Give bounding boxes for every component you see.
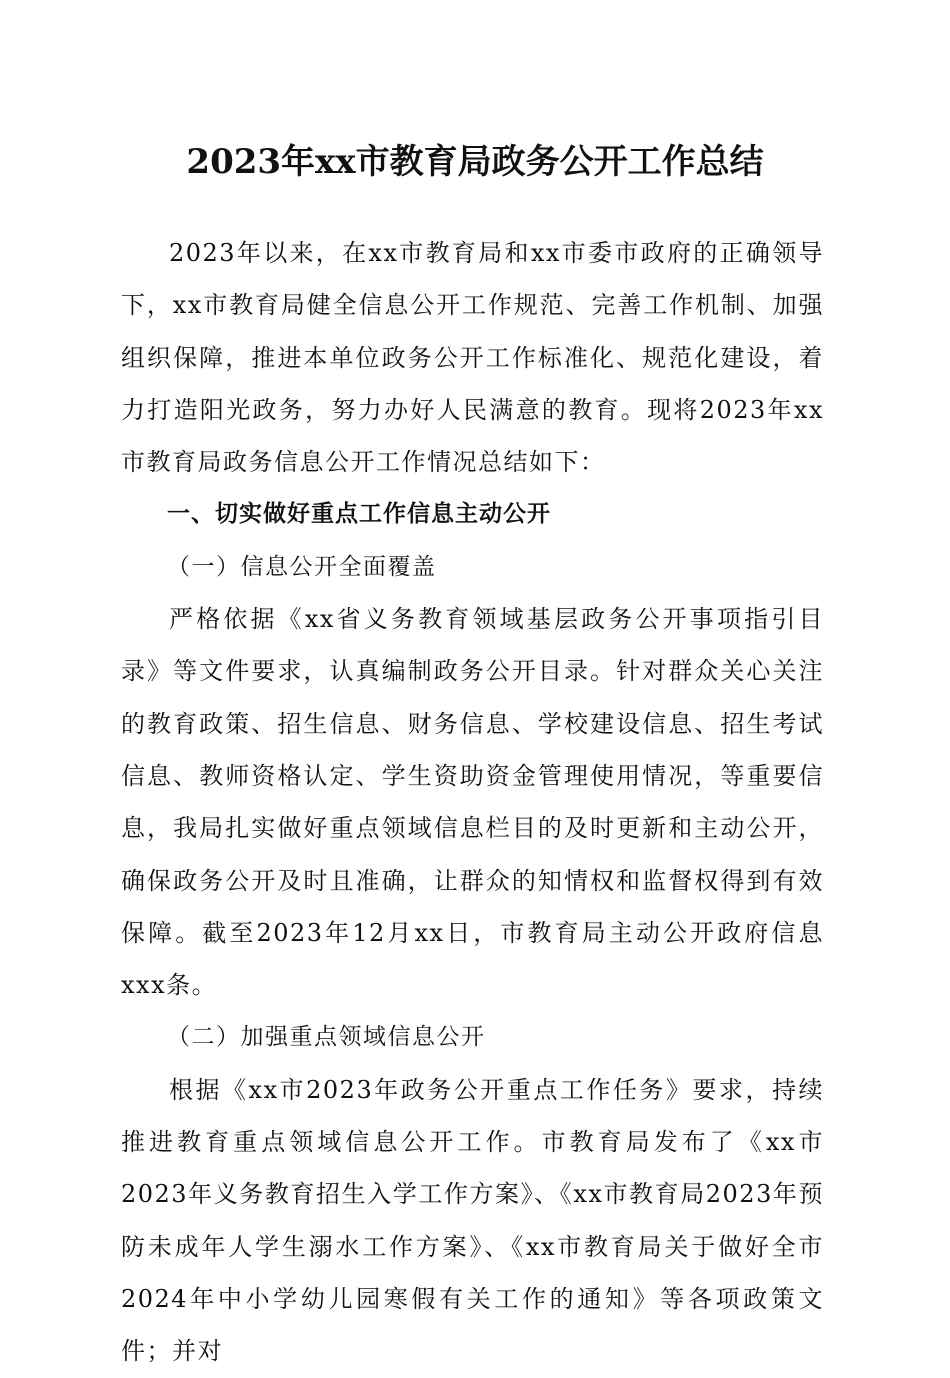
subsection-1-heading: （一）信息公开全面覆盖 <box>167 553 437 580</box>
intro-paragraph: 2023年以来，在xx市教育局和xx市委市政府的正确领导下，xx市教育局健全信息公开工作规范、完善工作机制、加强组织保障，推进本单位政务公开工作标准化、规范化建设，着力打造阳光政务，努力办好人民满意的教育。现将2023年xx市教育局政务信息公开工作情况总结如下： <box>121 239 824 477</box>
subsection-2-paragraph: 根据《xx市2023年政务公开重点工作任务》要求，持续推进教育重点领域信息公开工作。市教育局发布了《xx市2023年义务教育招生入学工作方案》、《xx市教育局2023年预防未成年人学生溺水工作方案》、《xx市教育局关于做好全市2024年中小学幼儿园寒假有关工作的通知》等各项政策文件；并对 <box>121 1075 824 1366</box>
document-body <box>121 227 824 1378</box>
subsection-1-paragraph: 严格依据《xx省义务教育领域基层政务公开事项指引目录》等文件要求，认真编制政务公开目录。针对群众关心关注的教育政策、招生信息、财务信息、学校建设信息、招生考试信息、教师资格认定、学生资助资金管理使用情况，等重要信息，我局扎实做好重点领域信息栏目的及时更新和主动公开，确保政务公开及时且准确，让群众的知情权和监督权得到有效保障。截至2023年12月xx日，市教育局主动公开政府信息xxx条。 <box>121 605 824 1000</box>
section-1-heading: 一、切实做好重点工作信息主动公开 <box>167 501 551 528</box>
document-title: 2023年xx市教育局政务公开工作总结 <box>186 142 764 182</box>
subsection-2-heading: （二）加强重点领域信息公开 <box>167 1024 486 1051</box>
